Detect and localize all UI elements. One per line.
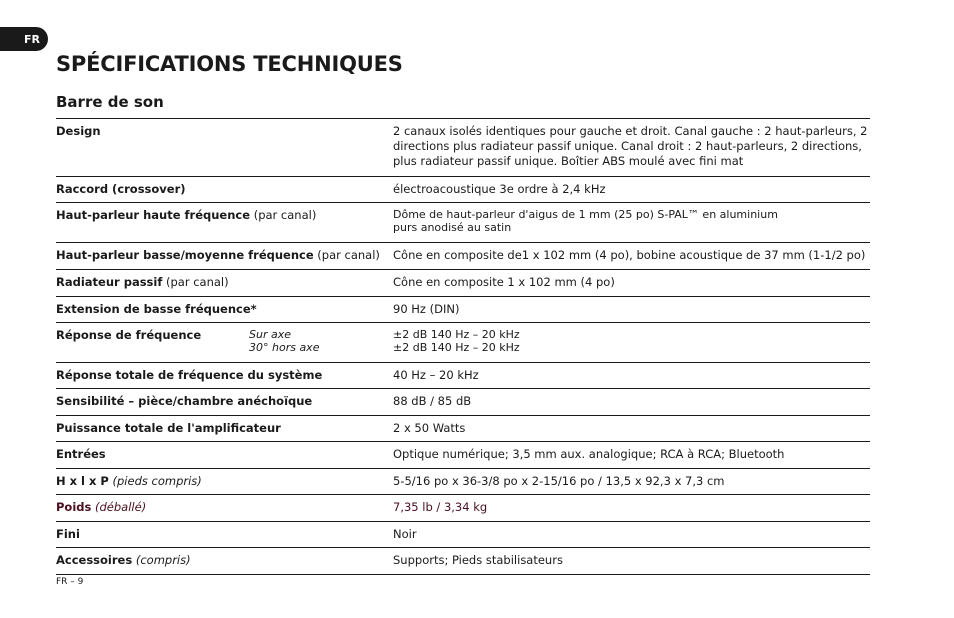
spec-value: 40 Hz – 20 kHz [393,368,479,382]
spec-label-note: (par canal) [313,248,380,262]
spec-value: 88 dB / 85 dB [393,394,472,408]
spec-row-bass-extension [56,297,870,323]
spec-label-text: Entrées [56,447,106,461]
spec-value: Dôme de haut-parleur d'aigus de 1 mm (25 po) S-PAL™ en aluminium purs anodisé au satin [393,208,778,234]
spec-value: Cône en composite 1 x 102 mm (4 po) [393,275,615,289]
spec-label-note: (déballé) [91,500,147,514]
spec-value: Cône en composite de1 x 102 mm (4 po), bobine acoustique de 37 mm (1-1/2 po) [393,248,866,262]
spec-value: Supports; Pieds stabilisateurs [393,553,563,567]
spec-label-text: H x l x P [56,474,109,488]
spec-value: 7,35 lb / 3,34 kg [393,500,488,514]
spec-label-text: Réponse de fréquence [56,328,202,342]
spec-label [56,474,386,489]
spec-value: Noir [393,527,417,541]
page-number: FR – 9 [56,577,84,587]
spec-label [56,500,386,515]
spec-label-text: Haut-parleur haute fréquence [56,208,251,222]
spec-row-finish [56,522,870,548]
spec-label-note: (pieds compris) [108,474,202,488]
spec-row-system-response [56,363,870,389]
spec-label-text: Puissance totale de l'amplificateur [56,421,281,435]
spec-label-text: Design [56,124,101,138]
spec-label [56,328,386,343]
section-title: Barre de son [56,93,164,111]
page-title: SPÉCIFICATIONS TECHNIQUES [56,52,403,76]
spec-row-accessories [56,548,870,575]
spec-label-text: Sensibilité – pièce/chambre anéchoïque [56,394,313,408]
spec-label [56,421,386,436]
spec-value: 5-5/16 po x 36-3/8 po x 2-15/16 po / 13,5 x 92,3 x 7,3 cm [393,474,725,488]
spec-label-text: Réponse totale de fréquence du système [56,368,323,382]
spec-row-crossover [56,177,870,203]
spec-value: électroacoustique 3e ordre à 2,4 kHz [393,182,606,196]
spec-label [56,394,386,409]
spec-label [56,275,386,290]
spec-row-amplifier-power [56,416,870,442]
spec-value: Optique numérique; 3,5 mm aux. analogique; RCA à RCA; Bluetooth [393,447,785,461]
spec-label-text: Fini [56,527,80,541]
spec-label-text: Accessoires [56,553,133,567]
spec-label-note: (par canal) [162,275,229,289]
spec-value: 2 x 50 Watts [393,421,466,435]
spec-sub-label: Sur axe 30° hors axe [249,328,320,354]
spec-label [56,182,386,197]
spec-label [56,208,386,223]
spec-label [56,553,386,568]
spec-label [56,248,386,263]
spec-label [56,527,386,542]
spec-label-text: Haut-parleur basse/moyenne fréquence [56,248,314,262]
spec-row-frequency-response [56,323,870,363]
language-tab: FR [0,27,48,51]
spec-label-note: (compris) [132,553,191,567]
spec-table [56,118,870,575]
spec-label-text: Radiateur passif [56,275,163,289]
spec-label [56,447,386,462]
spec-label-text: Raccord (crossover) [56,182,186,196]
spec-label [56,124,386,139]
spec-row-tweeter [56,203,870,243]
spec-row-woofer [56,243,870,270]
spec-label [56,368,386,383]
spec-row-design [56,119,870,177]
spec-row-passive-radiator [56,270,870,297]
spec-row-weight [56,495,870,522]
spec-row-inputs [56,442,870,469]
spec-row-sensitivity [56,389,870,416]
spec-value: 90 Hz (DIN) [393,302,460,316]
spec-value: 2 canaux isolés identiques pour gauche et droit. Canal gauche : 2 haut-parleurs, 2 directions plus radiateur passif unique. Canal droit : 2 haut-parleurs, 2 directions, plus radiateur passif unique. Boîtier ABS moulé avec fini mat [393,124,868,168]
spec-label-note: (par canal) [250,208,317,222]
spec-row-dimensions [56,469,870,495]
spec-label [56,302,386,317]
spec-label-text: Poids [56,500,92,514]
spec-value: ±2 dB 140 Hz – 20 kHz ±2 dB 140 Hz – 20 kHz [393,328,520,354]
spec-label-text: Extension de basse fréquence* [56,302,257,316]
